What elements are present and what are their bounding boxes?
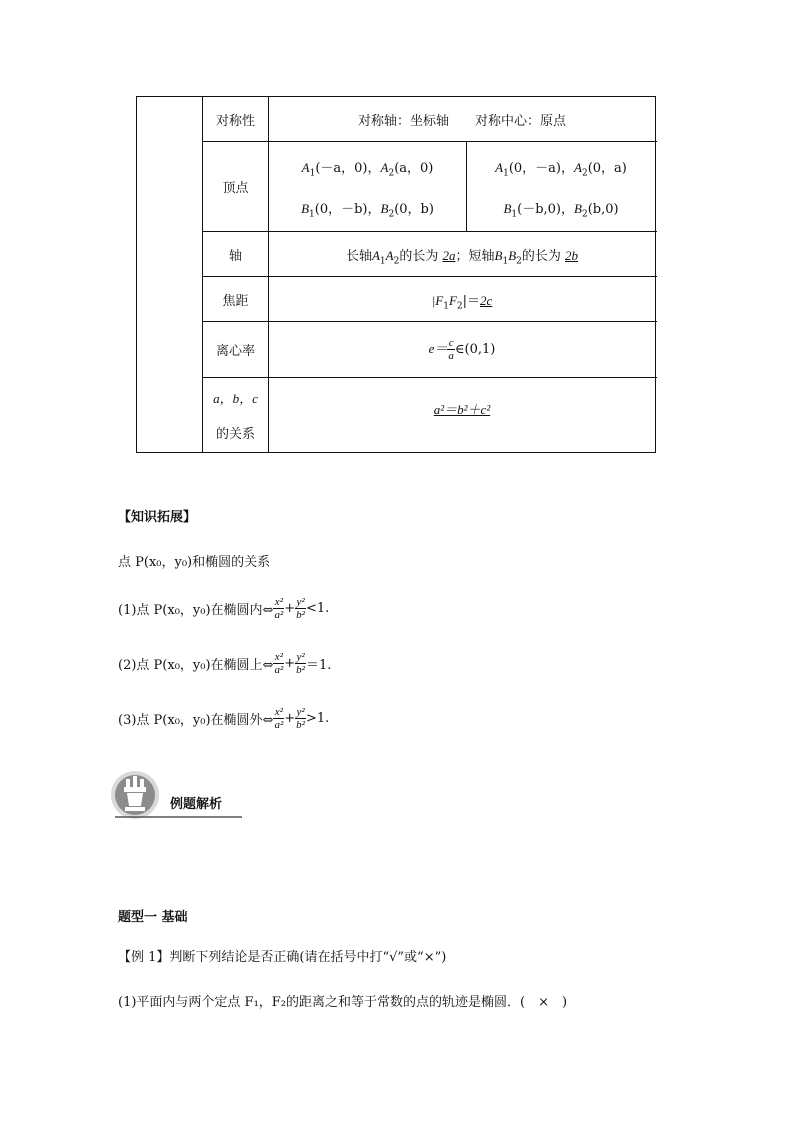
axis-content: 长轴$A_1A_2$的长为 2a；短轴$B_1B_2$的长为 2b xyxy=(345,247,579,267)
ellipse-properties-table xyxy=(136,96,656,453)
row-label-focal-distance: 焦距 xyxy=(222,293,249,309)
row-label-symmetry: 对称性 xyxy=(215,113,255,129)
symmetry-content: 对称轴：坐标轴 对称中心：原点 xyxy=(357,113,566,129)
vertex-b-line: $B_1(-b,0)$，$B_2(b,0)$ xyxy=(503,200,619,220)
vertices-vertical xyxy=(467,142,655,231)
example-1-question-1: (1)平面内与两个定点 F₁，F₂的距离之和等于常数的点的轨迹是椭圆．( × ) xyxy=(118,995,568,1010)
vertex-a-line: $A_1(0$，－a)，$A_2(0$，a) xyxy=(495,159,627,179)
row-label-eccentricity: 离心率 xyxy=(215,344,255,359)
eccentricity-fraction: $\frac{c}{a}$ xyxy=(448,337,454,362)
abc-relation-content: a²＝b²＋c² xyxy=(433,401,491,417)
vertices-horizontal xyxy=(269,142,466,231)
eccentricity-content: e＝ $\frac{c}{a}$ ∈(0,1) xyxy=(428,337,496,362)
row-label-abc-relation: a，b，c 的关系 xyxy=(213,391,258,442)
row-label-axis: 轴 xyxy=(228,248,242,264)
knowledge-item-1: (1)点 P(x₀，y₀)在椭圆内⇔ $\frac{\text{x²}}{\text{a²}}$ + $\frac{\text{y²}}{\text{b²}}$ <1. xyxy=(118,596,330,621)
knowledge-intro: 点 P(x₀，y₀)和椭圆的关系 xyxy=(118,555,271,570)
question-type-heading: 题型一 基础 xyxy=(118,910,188,925)
example-banner xyxy=(110,770,244,820)
vertex-b-line: $B_1(0$，－b)，$B_2(0$，b) xyxy=(301,200,434,220)
banner-title: 例题解析 xyxy=(170,797,223,812)
vertex-a-line: $A_1(-a$，0)，$A_2(a$，0) xyxy=(301,159,434,179)
row-label-vertices: 顶点 xyxy=(222,181,249,196)
knowledge-item-2: (2)点 P(x₀，y₀)在椭圆上⇔ $\frac{\text{x²}}{\text{a²}}$ + $\frac{\text{y²}}{\text{b²}}$ ＝1. xyxy=(118,651,332,676)
focal-distance-content: $|F_1F_2|=2c$ xyxy=(431,292,493,312)
knowledge-item-3: (3)点 P(x₀，y₀)在椭圆外⇔ $\frac{\text{x²}}{\text{a²}}$ + $\frac{\text{y²}}{\text{b²}}$ >1. xyxy=(118,706,330,731)
example-1-prompt: 【例 1】判断下列结论是否正确(请在括号中打“√”或“×”) xyxy=(118,950,447,965)
knowledge-title: 【知识拓展】 xyxy=(118,510,197,525)
